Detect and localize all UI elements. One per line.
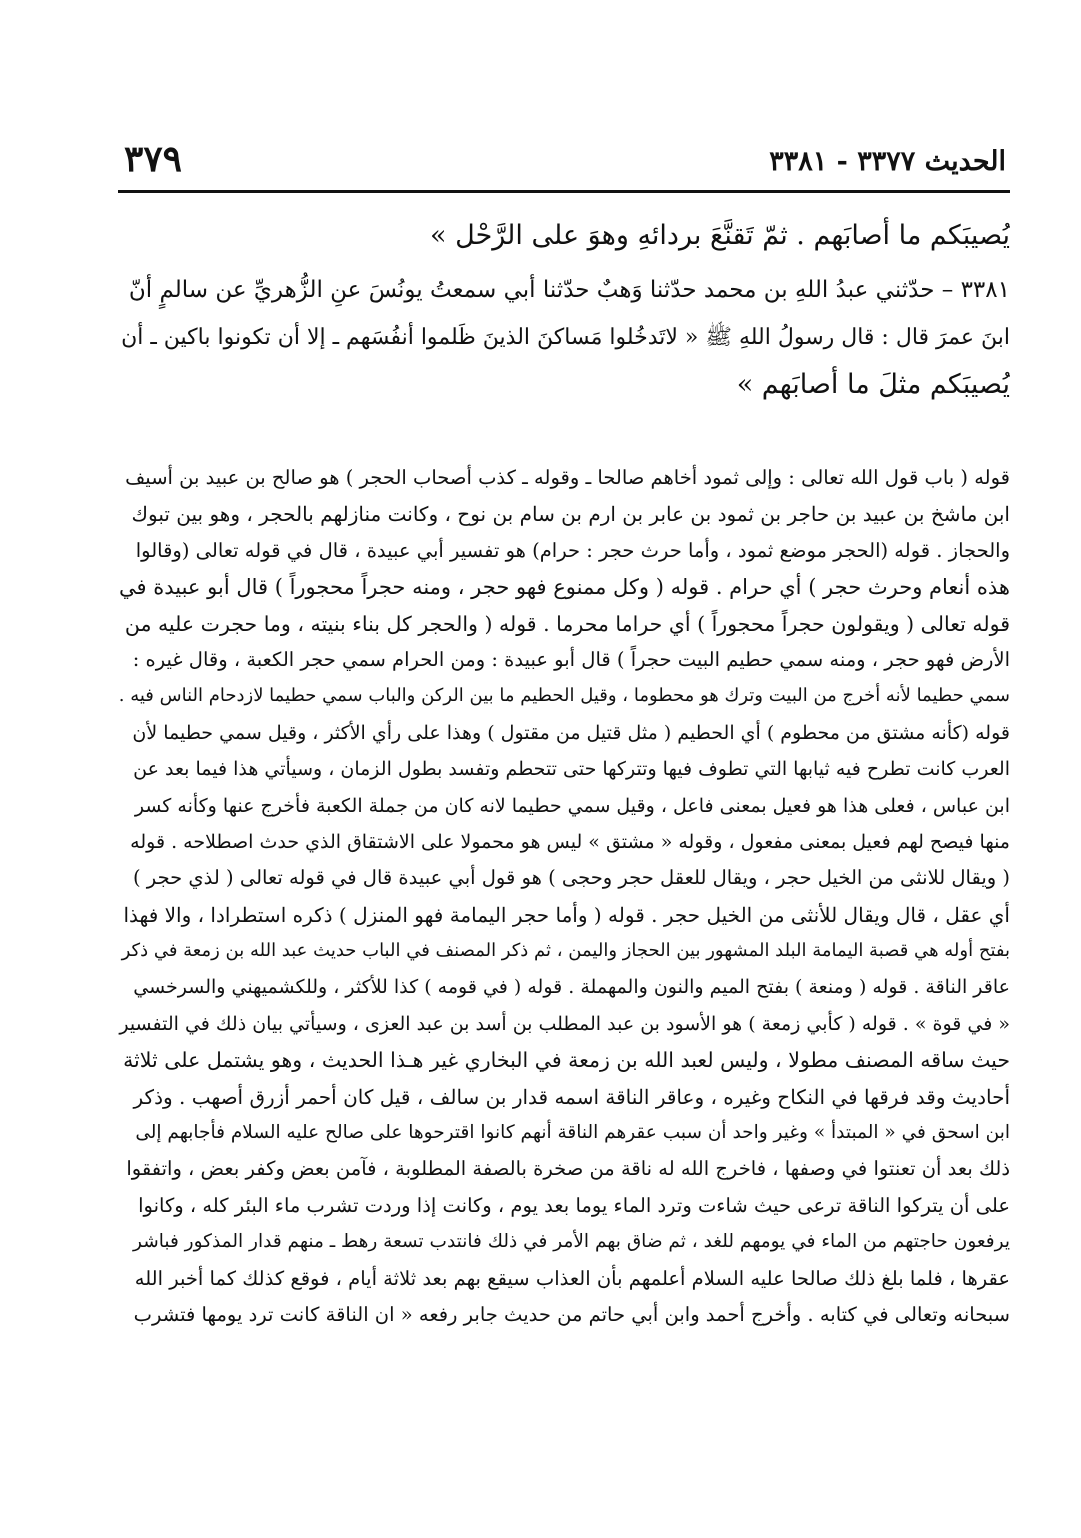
commentary-line: حيث ساقه المصنف مطولا ، وليس لعبد الله بن زمعة في البخاري غير هـذا الحديث ، وهو يشتمل على ثلاثة xyxy=(123,1048,1010,1073)
commentary-line: الأرض فهو حجر ، ومنه سمي حطيم البيت حجراً ) قال أبو عبيدة : ومن الحرام سمي حجر الكعبة ، وقال غيره : xyxy=(132,647,1010,671)
commentary-line: ابن ماشخ بن عبيد بن حاجر بن ثمود بن عابر بن ارم بن سام بن نوح ، وكانت منازلهم بالحجر ، وهو بين تبوك xyxy=(131,502,1010,527)
hadith-text xyxy=(118,212,1010,408)
running-header xyxy=(118,138,1006,190)
commentary-line: عقرها ، فلما بلغ ذلك صالحا عليه السلام أعلمهم بأن العذاب سيقع بهم بعد ثلاثة أيام ، فوقع كذلك كما أخبر الله xyxy=(134,1266,1010,1290)
commentary-line: ذلك بعد أن تعنتوا في وصفها ، فاخرج الله له ناقة من صخرة بالصفة المطلوبة ، فآمن بعض وكفر بعض ، واتفقوا xyxy=(126,1157,1010,1181)
commentary-line: قوله ( باب قول الله تعالى : وإلى ثمود أخاهم صالحا ـ وقوله ـ كذب أصحاب الحجر ) هو صالح بن عبيد بن أسيف xyxy=(125,466,1010,489)
commentary-line: بفتح أوله هي قصبة اليمامة البلد المشهور بين الحجاز واليمن ، ثم ذكر المصنف في الباب حديث عبد الله بن زمعة في ذكر xyxy=(121,940,1010,962)
commentary-line: والحجاز . قوله (الحجر موضع ثمود ، وأما حرث حجر : حرام) هو تفسير أبي عبيدة ، قال في قوله تعالى (وقالوا xyxy=(135,538,1010,562)
commentary-line: أحاديث وقد فرقها في النكاح وغيره ، وعاقر الناقة اسمه قدار بن سالف ، قيل كان أحمر أزرق أصهب . وذكر xyxy=(133,1084,1010,1109)
page-number: ٣٧٩ xyxy=(124,138,183,180)
hadith-line: يُصيبَكم ما أصابَهم . ثمّ تَقنَّعَ بردائهِ وهوَ على الرَّحْل » xyxy=(430,220,1010,251)
commentary-line: على أن يتركوا الناقة ترعى حيث شاءت وترد الماء يوما بعد يوم ، وكانت إذا وردت تشرب ماء البئر كله ، وكانوا xyxy=(138,1193,1010,1217)
commentary-line: ابن اسحق في « المبتدأ » وغير واحد أن سبب عقرهم الناقة أنهم كانوا اقترحوها على صالح عليه السلام فأجابهم إلى xyxy=(135,1122,1010,1144)
commentary-text xyxy=(118,460,1010,1333)
commentary-line: منها فيصح لهم فعيل بمعنى مفعول ، وقوله « مشتق » ليس هو محمولا على الاشتقاق الذي حدث اصطلاحه . قوله xyxy=(130,830,1010,853)
commentary-line: سمي حطيما لأنه أخرج من البيت وترك هو محطوما ، وقيل الحطيم ما بين الركن والباب سمي حطيما لازدحام الناس فيه . xyxy=(118,685,1010,707)
hadith-line: يُصيبَكم مثلَ ما أصابَهم » xyxy=(736,369,1010,400)
hadith-line: ٣٣٨١ – حدّثني عبدُ اللهِ بن محمد حدّثنا وَهبٌ حدّثنا أبي سمعتُ يونُسَ عنِ الزُّهريِّ عن سالمٍ أنّ xyxy=(128,277,1010,303)
commentary-line: ابن عباس ، فعلى هذا هو فعيل بمعنى فاعل ، وقيل سمي حطيما لانه كان من جملة الكعبة فأخرج عنها وكأنه كسر xyxy=(134,794,1010,817)
header-divider xyxy=(118,190,1010,193)
commentary-line: أي عقل ، قال ويقال للأنثى من الخيل حجر . قوله ( وأما حجر اليمامة فهو المنزل ) ذكره استطرادا ، والا فهذا xyxy=(123,902,1010,927)
commentary-line: ( ويقال للانثى من الخيل حجر ، ويقال للعقل حجر وحجى ) هو قول أبي عبيدة قال في قوله تعالى ( لذي حجر ) xyxy=(133,866,1010,890)
commentary-line: العرب كانت تطرح فيه ثيابها التي تطوف فيها وتتركها حتى تتحطم وتفسد بطول الزمان ، وسيأتي هذا فيما بعد عن xyxy=(133,758,1010,781)
hadith-line: ابنَ عمرَ قال : قال رسولُ اللهِ ﷺ « لاتَدخُلوا مَساكنَ الذينَ ظَلموا أنفُسَهم ـ إلا أن تكونوا باكين ـ أن xyxy=(121,325,1010,350)
commentary-line: قوله (كأنه مشتق من محطوم ) أي الحطيم ( مثل قتيل من مقتول ) وهذا على رأي الأكثر ، وقيل سمي حطيما لأن xyxy=(132,721,1010,744)
header-title: الحديث ٣٣٧٧ - ٣٣٨١ xyxy=(769,146,1006,177)
commentary-line: « في قوة » . قوله ( كأبي زمعة ) هو الأسود بن عبد المطلب بن أسد بن عبد العزى ، وسيأتي بيان ذلك في التفسير xyxy=(119,1012,1010,1035)
commentary-line: عاقر الناقة . قوله ( ومنعة ) بفتح الميم والنون والمهملة . قوله ( في قومه ) كذا للأكثر ، وللكشميهني والسرخسي xyxy=(133,976,1010,999)
commentary-line: سبحانه وتعالى في كتابه . وأخرج أحمد وابن أبي حاتم من حديث جابر رفعه « ان الناقة كانت ترد يومها فتشرب xyxy=(133,1302,1010,1326)
commentary-line: يرفعون حاجتهم من الماء في يومهم للغد ، ثم ضاق بهم الأمر في ذلك فانتدب تسعة رهط ـ منهم قدار المذكور فباشر xyxy=(133,1231,1010,1253)
commentary-line: قوله تعالى ( ويقولون حجراً محجوراً ) أي حراما محرما . قوله ( والحجر كل بناء بنيته ، وما حجرت عليه من xyxy=(124,611,1010,636)
commentary-line: هذه أنعام وحرث حجر ) أي حرام . قوله ( وكل ممنوع فهو حجر ، ومنه حجراً محجوراً ) قال أبو عبيدة في xyxy=(119,575,1010,600)
